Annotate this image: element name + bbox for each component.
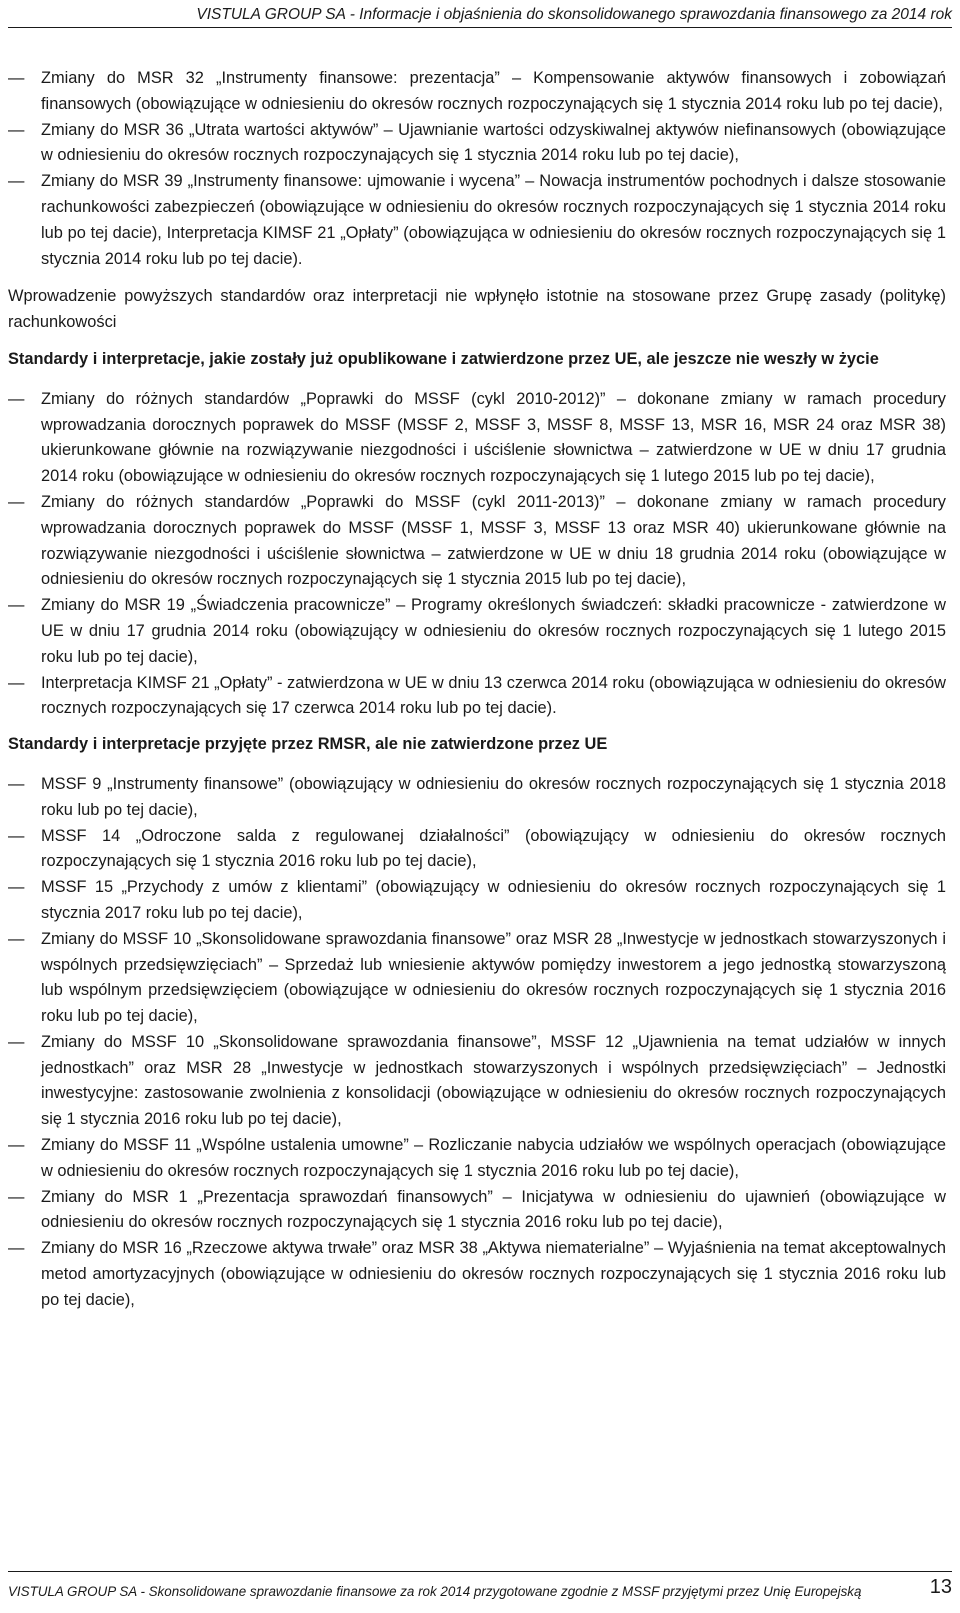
header-title: VISTULA GROUP SA - Informacje i objaśnienia do skonsolidowanego sprawozdania finansowego za 2014 rok xyxy=(196,6,952,23)
list-item: — Zmiany do MSSF 10 „Skonsolidowane sprawozdania finansowe” oraz MSR 28 „Inwestycje w jednostkach stowarzyszonych i wspólnych przedsięwzięciach” – Sprzedaż lub wniesienie aktywów pomiędzy inwestorem a jego jednostką stowarzyszoną lub wspólnym przedsięwzięciem (obowiązujące w odniesieniu do okresów rocznych rozpoczynających się 1 stycznia 2016 roku lub po tej dacie), xyxy=(8,927,946,1030)
document-body xyxy=(8,66,946,1314)
list-item: — Interpretacja KIMSF 21 „Opłaty” - zatwierdzona w UE w dniu 13 czerwca 2014 roku (obowiązująca w odniesieniu do okresów rocznych rozpoczynających się 17 czerwca 2014 roku lub po tej dacie). xyxy=(8,671,946,723)
dash-bullet: — xyxy=(8,69,25,87)
dash-bullet: — xyxy=(8,120,25,139)
section-heading-rmsr: Standardy i interpretacje przyjęte przez RMSR, ale nie zatwierdzone przez UE xyxy=(8,735,608,754)
dash-bullet: — xyxy=(8,1187,25,1206)
list-item: — Zmiany do różnych standardów „Poprawki do MSSF (cykl 2011-2013)” – dokonane zmiany w ramach procedury wprowadzania dorocznych poprawek do MSSF (MSSF 1, MSSF 3, MSSF 13 oraz MSR 40) ukierunkowane głównie na rozwiązywanie niezgodności i uściślenie słownictwa – zatwierdzone w UE w dniu 18 grudnia 2014 roku (obowiązujące w odniesieniu do okresów rocznych rozpoczynających się 1 stycznia 2015 lub po tej dacie), xyxy=(8,490,946,593)
dash-bullet: — xyxy=(8,172,25,191)
list-item: — Zmiany do MSSF 11 „Wspólne ustalenia umowne” – Rozliczanie nabycia udziałów we wspólnych operacjach (obowiązujące w odniesieniu do okresów rocznych rozpoczynających się 1 stycznia 2016 roku lub po tej dacie), xyxy=(8,1133,946,1185)
list-item: — Zmiany do MSSF 10 „Skonsolidowane sprawozdania finansowe”, MSSF 12 „Ujawnienia na temat udziałów w innych jednostkach” oraz MSR 28 „Inwestycje w jednostkach stowarzyszonych i wspólnych przedsięwzięciach” – Jednostki inwestycyjne: zastosowanie zwolnienia z konsolidacji (obowiązujące w odniesieniu do okresów rocznych rozpoczynających się 1 stycznia 2016 roku lub po tej dacie), xyxy=(8,1030,946,1133)
dash-bullet: — xyxy=(8,389,25,408)
list-item: — MSSF 14 „Odroczone salda z regulowanej działalności” (obowiązujący w odniesieniu do okresów rocznych rozpoczynających się 1 stycznia 2016 roku lub po tej dacie), xyxy=(8,824,946,876)
page-number: 13 xyxy=(929,1576,952,1598)
page-header xyxy=(8,6,952,28)
page-footer xyxy=(8,1571,952,1599)
list-item: — Zmiany do MSR 1 „Prezentacja sprawozdań finansowych” – Inicjatywa w odniesieniu do ujawnień (obowiązujące w odniesieniu do okresów rocznych rozpoczynających się 1 stycznia 2016 roku lub po tej dacie), xyxy=(8,1185,946,1237)
list-item: — Zmiany do MSR 16 „Rzeczowe aktywa trwałe” oraz MSR 38 „Aktywa niematerialne” – Wyjaśnienia na temat akceptowalnych metod amortyzacyjnych (obowiązujące w odniesieniu do okresów rocznych rozpoczynających się 1 stycznia 2016 roku lub po tej dacie), xyxy=(8,1236,946,1313)
section-heading-eu-approved: Standardy i interpretacje, jakie zostały już opublikowane i zatwierdzone przez UE, ale jeszcze nie weszły w życie xyxy=(8,349,879,368)
eu-approved-list xyxy=(8,387,946,722)
dash-bullet: — xyxy=(8,492,25,511)
list-item: — Zmiany do różnych standardów „Poprawki do MSSF (cykl 2010-2012)” – dokonane zmiany w ramach procedury wprowadzania dorocznych poprawek do MSSF (MSSF 2, MSSF 3, MSSF 8, MSSF 13, MSR 16, MSR 24 oraz MSR 38) ukierunkowane głównie na rozwiązywanie niezgodności i uściślenie słownictwa – zatwierdzone w UE w dniu 17 grudnia 2014 roku (obowiązujące w odniesieniu do okresów rocznych rozpoczynających się 1 lutego 2015 lub po tej dacie), xyxy=(8,387,946,490)
footer-text: VISTULA GROUP SA - Skonsolidowane sprawozdanie finansowe za rok 2014 przygotowane zgodnie z MSSF przyjętymi przez Unię Europejską xyxy=(8,1584,862,1599)
dash-bullet: — xyxy=(8,596,25,615)
impact-paragraph: Wprowadzenie powyższych standardów oraz interpretacji nie wpłynęło istotnie na stosowane przez Grupę zasady (politykę) rachunkowości xyxy=(8,287,946,332)
list-item: — MSSF 15 „Przychody z umów z klientami” (obowiązujący w odniesieniu do okresów rocznych rozpoczynających się 1 stycznia 2017 roku lub po tej dacie), xyxy=(8,875,946,927)
list-item: — Zmiany do MSR 19 „Świadczenia pracownicze” – Programy określonych świadczeń: składki pracownicze - zatwierdzone w UE w dniu 17 grudnia 2014 roku (obowiązujący w odniesieniu do okresów rocznych rozpoczynających się 1 lutego 2015 roku lub po tej dacie), xyxy=(8,593,946,670)
dash-bullet: — xyxy=(8,774,25,793)
dash-bullet: — xyxy=(8,673,25,692)
list-item: — Zmiany do MSR 36 „Utrata wartości aktywów” – Ujawnianie wartości odzyskiwalnej aktywów niefinansowych (obowiązujące w odniesieniu do okresów rocznych rozpoczynających się 1 stycznia 2014 roku lub po tej dacie), xyxy=(8,118,946,170)
list-item: — Zmiany do MSR 32 „Instrumenty finansowe: prezentacja” – Kompensowanie aktywów finansowych i zobowiązań finansowych (obowiązujące w odniesieniu do okresów rocznych rozpoczynających się 1 stycznia 2014 roku lub po tej dacie), xyxy=(8,66,946,118)
dash-bullet: — xyxy=(8,1032,25,1051)
dash-bullet: — xyxy=(8,1239,25,1258)
adopted-standards-list xyxy=(8,66,946,272)
dash-bullet: — xyxy=(8,1136,25,1155)
list-item: — MSSF 9 „Instrumenty finansowe” (obowiązujący w odniesieniu do okresów rocznych rozpoczynających się 1 stycznia 2018 roku lub po tej dacie), xyxy=(8,772,946,824)
list-item: — Zmiany do MSR 39 „Instrumenty finansowe: ujmowanie i wycena” – Nowacja instrumentów pochodnych i dalsze stosowanie rachunkowości zabezpieczeń (obowiązujące w odniesieniu do okresów rocznych rozpoczynających się 1 stycznia 2014 roku lub po tej dacie), Interpretacja KIMSF 21 „Opłaty” (obowiązująca w odniesieniu do okresów rocznych rozpoczynających się 1 stycznia 2014 roku lub po tej dacie). xyxy=(8,169,946,272)
dash-bullet: — xyxy=(8,929,25,948)
rmsr-list xyxy=(8,772,946,1314)
dash-bullet: — xyxy=(8,878,25,897)
dash-bullet: — xyxy=(8,826,25,845)
